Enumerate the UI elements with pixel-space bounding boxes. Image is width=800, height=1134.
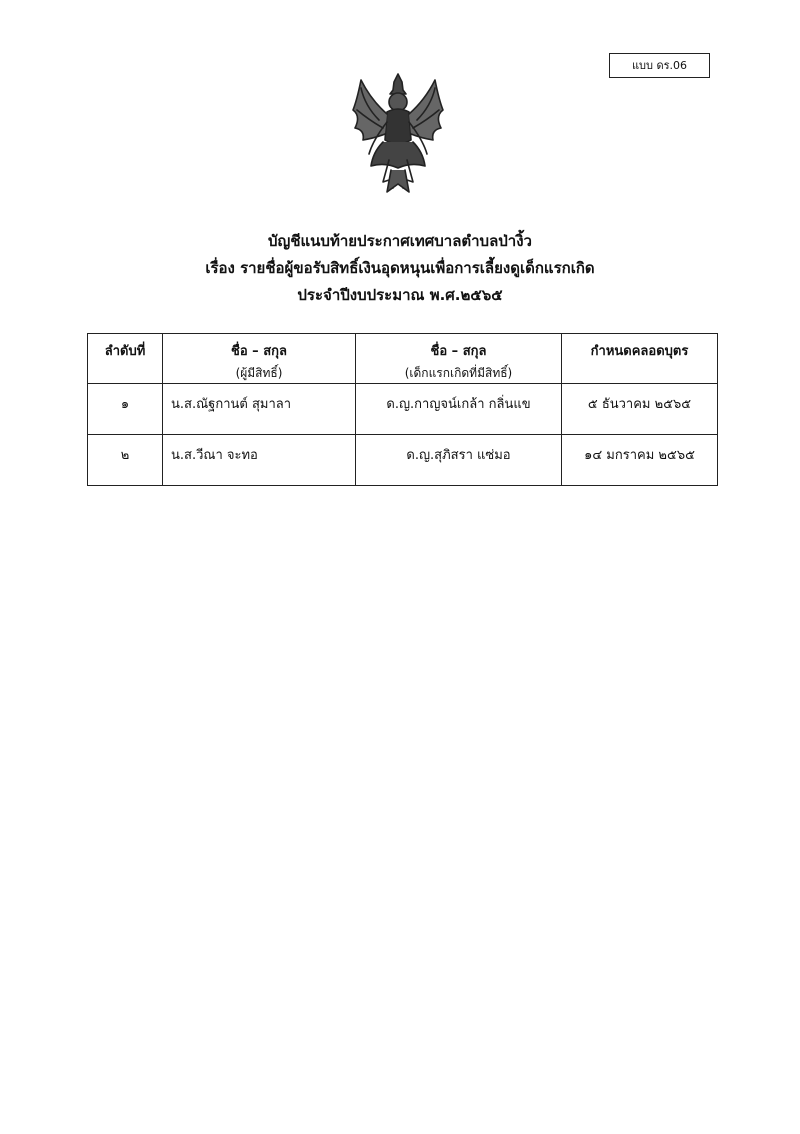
form-code-box — [609, 53, 710, 78]
header-no-label: ลำดับที่ — [104, 344, 146, 359]
document-subject: เรื่อง รายชื่อผู้ขอรับสิทธิ์เงินอุดหนุนเพื่อการเลี้ยงดูเด็กแรกเกิด — [205, 259, 595, 277]
row-holder-name: น.ส.ณัฐกานต์ สุมาลา — [163, 384, 356, 435]
header-holder-label: ชื่อ – สกุล — [231, 344, 287, 359]
header-no — [88, 334, 163, 384]
form-code-text: แบบ ดร.06 — [631, 59, 688, 72]
header-due-date-label: กำหนดคลอดบุตร — [590, 344, 689, 359]
table-row — [88, 384, 718, 435]
table-row — [88, 435, 718, 486]
header-due-date — [562, 334, 718, 384]
header-holder — [163, 334, 356, 384]
row-no: ๑ — [88, 384, 163, 435]
row-child-name: ด.ญ.สุภิสรา แซ่มอ — [356, 435, 562, 486]
header-holder-sublabel: (ผู้มีสิทธิ์) — [235, 366, 283, 380]
document-title: บัญชีแนบท้ายประกาศเทศบาลตำบลป่างิ้ว — [268, 232, 532, 250]
row-due-date: ๕ ธันวาคม ๒๕๖๕ — [562, 384, 718, 435]
row-child-name: ด.ญ.กาญจน์เกล้า กลิ่นแข — [356, 384, 562, 435]
row-no: ๒ — [88, 435, 163, 486]
header-child-sublabel: (เด็กแรกเกิดที่มีสิทธิ์) — [404, 366, 513, 380]
table-header-row — [88, 334, 718, 384]
beneficiary-table — [87, 333, 718, 486]
garuda-emblem-icon — [343, 70, 453, 195]
header-child-label: ชื่อ – สกุล — [430, 344, 487, 359]
document-fiscal-year: ประจำปีงบประมาณ พ.ศ.๒๕๖๕ — [297, 286, 503, 304]
row-due-date: ๑๔ มกราคม ๒๕๖๕ — [562, 435, 718, 486]
header-child — [356, 334, 562, 384]
row-holder-name: น.ส.วีณา จะทอ — [163, 435, 356, 486]
